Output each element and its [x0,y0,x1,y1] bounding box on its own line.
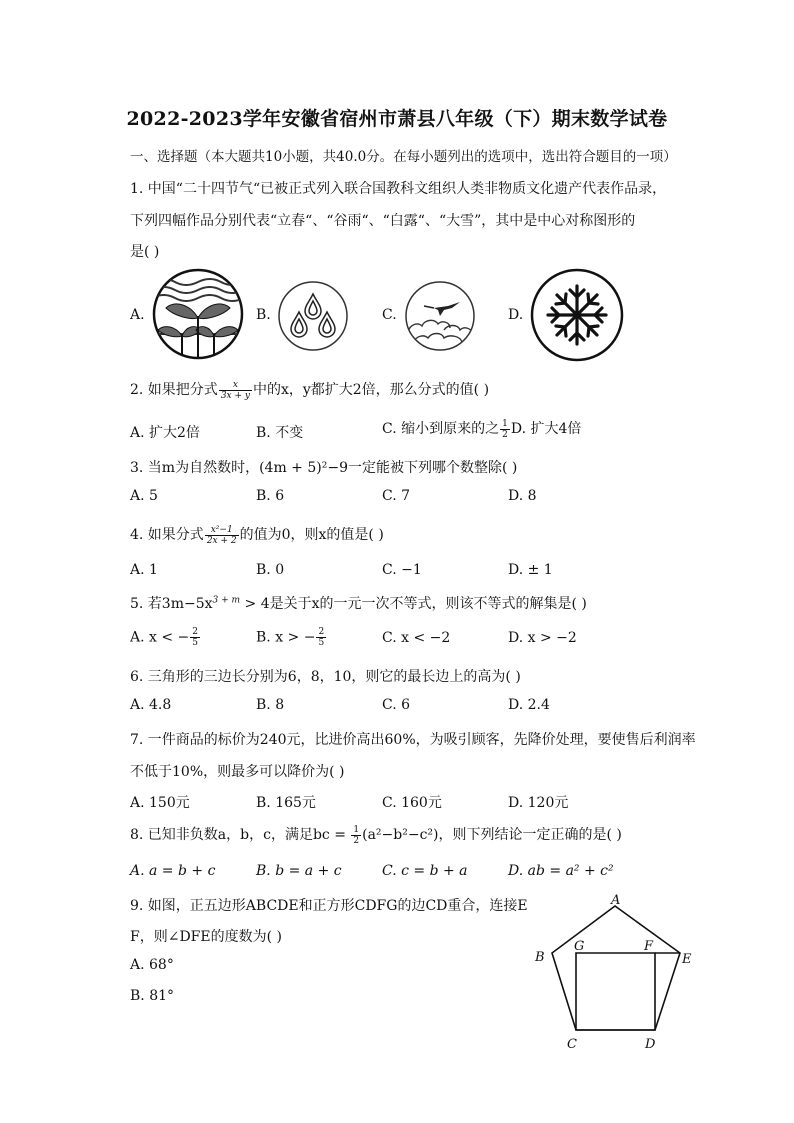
figure-label-a: A [611,893,621,908]
q5-option-a-num: 2 [192,627,199,637]
q3-option-d: D. 8 [508,488,537,504]
q9-option-a: A. 68° [130,957,174,973]
q6-option-b: B. 8 [256,697,285,713]
q7-option-c: C. 160元 [382,795,442,811]
q3-stem: 3. 当m为自然数时，(4m + 5)²−9一定能被下列哪个数整除( ) [130,460,518,476]
q5-option-a-text: A. x < − [130,629,190,646]
q4-option-d: D. ± 1 [508,562,553,578]
q8-stem-post: (a²−b²−c²)，则下列结论一定正确的是( ) [362,827,622,843]
q6-stem: 6. 三角形的三边长分别为6，8，10，则它的最长边上的高为( ) [130,669,521,685]
figure-label-c: C [567,1037,577,1052]
q5-option-b-num: 2 [318,627,325,637]
q8-frac-den: 2 [353,835,360,846]
q8-option-c: C. c = b + a [382,863,468,879]
q1-option-a-label: A. [130,307,145,323]
q5-option-a-den: 5 [192,638,199,648]
q1-line3: 是( ) [130,244,160,260]
q1-option-c-label: C. [382,307,397,323]
q7-option-d: D. 120元 [508,795,569,811]
q8-stem [130,824,622,846]
q5-option-a-frac [190,627,200,648]
q5-option-b-text: B. x > − [256,629,316,646]
q2-option-c-frac [500,419,510,440]
q2-option-c-num: 1 [502,418,508,429]
q9-option-b: B. 81° [130,988,175,1004]
figure-label-f: F [644,939,654,954]
q4-fraction [205,525,239,546]
q4-frac-num: x²−1 [205,525,239,536]
q2-stem [130,379,489,401]
q2-stem-post: 中的x，y都扩大2倍，那么分式的值( ) [252,382,490,398]
q8-option-b: B. b = a + c [256,863,342,879]
q2-option-c-text: C. 缩小到原来的之 [382,421,500,437]
page-title: 2022-2023学年安徽省宿州市萧县八年级（下）期末数学试卷 [126,108,668,130]
sprout-leaves-icon [152,268,244,360]
q6-option-c: C. 6 [382,697,411,713]
q7-option-b: B. 165元 [256,795,316,811]
q8-stem-pre: 8. 已知非负数a，b，c，满足bc = [130,827,351,843]
q2-option-c [382,418,581,440]
q5-option-b-den: 5 [318,638,325,648]
pentagon-square-figure [525,890,705,1060]
q2-frac-den: 3x + y [220,390,250,401]
q2-option-c-den: 2 [502,429,508,440]
q1-line1: 1. 中国“二十四节气“已被正式列入联合国教科文组织人类非物质文化遗产代表作品录， [130,181,667,197]
q6-option-a: A. 4.8 [130,697,172,713]
figure-label-g: G [574,939,585,954]
q5-stem-post: > 4是关于x的一元一次不等式，则该不等式的解集是( ) [240,596,587,612]
q8-frac-num: 1 [353,824,360,835]
q8-option-a: A. a = b + c [130,863,216,879]
q2-option-d: D. 扩大4倍 [510,421,582,437]
q5-stem [130,593,587,613]
q8-fraction [351,825,361,846]
q2-stem-pre: 2. 如果把分式 [130,382,218,398]
q5-option-b [256,627,327,648]
q4-option-c: C. −1 [382,562,422,578]
q7-line1: 7. 一件商品的标价为240元，比进价高出60%，为吸引顾客，先降价处理，要使售后利润率 [130,732,696,748]
q7-line2: 不低于10%，则最多可以降价为( ) [130,764,345,780]
q5-option-c: C. x < −2 [382,630,451,646]
figure-label-d: D [645,1037,656,1052]
q4-option-b: B. 0 [256,562,285,578]
section-heading: 一、选择题（本大题共10小题，共40.0分。在每小题列出的选项中，选出符合题目的一项） [130,149,677,165]
q8-option-d: D. ab = a² + c² [508,863,614,879]
q5-option-d: D. x > −2 [508,630,577,646]
q2-option-b: B. 不变 [256,425,304,441]
q3-option-b: B. 6 [256,488,285,504]
q9-line1: 9. 如图，正五边形ABCDE和正方形CDFG的边CD重合，连接E [130,898,528,914]
q4-option-a: A. 1 [130,562,158,578]
q3-option-c: C. 7 [382,488,411,504]
figure-label-b: B [535,950,545,965]
q7-option-a: A. 150元 [130,795,190,811]
q4-stem-post: 的值为0，则x的值是( ) [239,527,384,543]
q2-option-a: A. 扩大2倍 [130,425,200,441]
q1-option-d-label: D. [508,307,524,323]
q4-stem [130,524,384,546]
figure-label-e: E [682,952,692,967]
q2-frac-num: x [219,380,252,391]
q1-option-b-label: B. [256,307,271,323]
snowflake-icon [530,268,624,362]
q5-stem-pre: 5. 若3m−5x [130,596,213,612]
q2-fraction [219,380,252,401]
q4-frac-den: 2x + 2 [206,535,237,546]
q1-line2: 下列四幅作品分别代表“立春“、“谷雨“、“白露“、“大雪”，其中是中心对称图形的 [130,213,636,229]
q5-option-a [130,627,201,648]
swallow-clouds-icon [404,280,476,352]
q3-option-a: A. 5 [130,488,158,504]
q5-exponent: 3 + m [212,595,241,606]
q5-option-b-frac [316,627,326,648]
q4-stem-pre: 4. 如果分式 [130,527,204,543]
water-drops-icon [277,280,349,352]
q9-line2: F，则∠DFE的度数为( ) [130,929,282,945]
q6-option-d: D. 2.4 [508,697,550,713]
